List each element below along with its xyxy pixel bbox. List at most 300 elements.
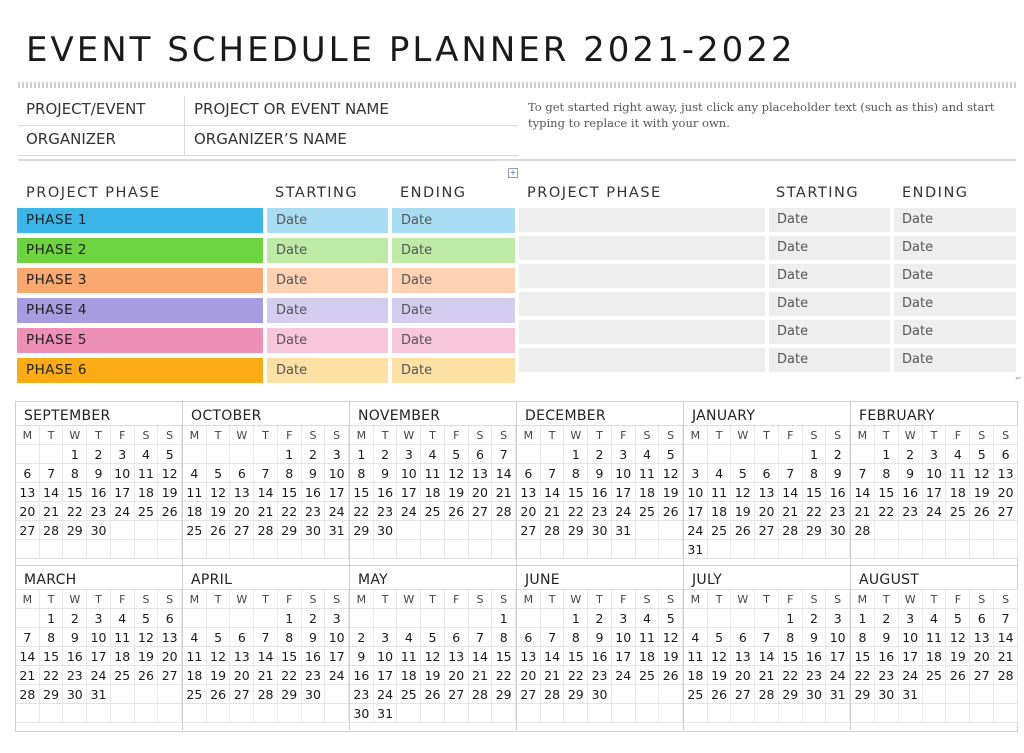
day-cell[interactable]: 3	[325, 609, 349, 627]
day-cell[interactable]	[445, 521, 469, 539]
day-cell[interactable]	[135, 540, 159, 558]
day-cell[interactable]: 21	[469, 666, 493, 684]
day-cell[interactable]: 28	[755, 685, 779, 703]
day-cell[interactable]: 20	[517, 666, 541, 684]
day-cell[interactable]: 23	[87, 502, 111, 520]
phase-end-date-cell[interactable]: Date	[894, 320, 1016, 344]
day-cell[interactable]	[636, 540, 660, 558]
day-cell[interactable]: 2	[350, 628, 374, 646]
day-cell[interactable]: 4	[135, 445, 159, 463]
day-cell[interactable]: 9	[350, 647, 374, 665]
day-cell[interactable]: 4	[111, 609, 135, 627]
day-cell[interactable]: 13	[755, 483, 779, 501]
day-cell[interactable]: 17	[923, 483, 947, 501]
day-cell[interactable]: 30	[826, 521, 850, 539]
day-cell[interactable]: 24	[111, 502, 135, 520]
day-cell[interactable]: 31	[899, 685, 923, 703]
phase-start-date-cell[interactable]: Date	[267, 268, 388, 293]
day-cell[interactable]	[158, 704, 182, 722]
day-cell[interactable]: 28	[851, 521, 875, 539]
day-cell[interactable]: 12	[708, 647, 732, 665]
phase-name-cell[interactable]	[519, 264, 765, 288]
day-cell[interactable]	[826, 704, 850, 722]
day-cell[interactable]: 26	[970, 502, 994, 520]
day-cell[interactable]: 16	[350, 666, 374, 684]
phase-end-date-cell[interactable]: Date	[894, 348, 1016, 372]
day-cell[interactable]: 9	[87, 464, 111, 482]
day-cell[interactable]: 10	[826, 628, 850, 646]
day-cell[interactable]: 16	[803, 647, 827, 665]
day-cell[interactable]: 25	[684, 685, 708, 703]
day-cell[interactable]: 26	[135, 666, 159, 684]
day-cell[interactable]: 28	[994, 666, 1018, 684]
day-cell[interactable]	[755, 609, 779, 627]
day-cell[interactable]: 1	[40, 609, 64, 627]
day-cell[interactable]: 20	[230, 666, 254, 684]
day-cell[interactable]: 16	[588, 647, 612, 665]
phase-end-date-cell[interactable]: Date	[894, 264, 1016, 288]
day-cell[interactable]: 27	[970, 666, 994, 684]
phase-start-date-cell[interactable]: Date	[769, 320, 890, 344]
day-cell[interactable]: 19	[708, 666, 732, 684]
day-cell[interactable]	[826, 540, 850, 558]
day-cell[interactable]: 2	[87, 445, 111, 463]
day-cell[interactable]	[350, 609, 374, 627]
day-cell[interactable]: 28	[254, 685, 278, 703]
day-cell[interactable]: 25	[421, 502, 445, 520]
day-cell[interactable]	[397, 704, 421, 722]
day-cell[interactable]	[254, 609, 278, 627]
day-cell[interactable]: 4	[946, 445, 970, 463]
day-cell[interactable]: 23	[588, 666, 612, 684]
day-cell[interactable]: 18	[421, 483, 445, 501]
day-cell[interactable]: 3	[612, 609, 636, 627]
day-cell[interactable]	[994, 540, 1018, 558]
day-cell[interactable]: 24	[325, 666, 349, 684]
day-cell[interactable]: 11	[397, 647, 421, 665]
day-cell[interactable]: 4	[708, 464, 732, 482]
day-cell[interactable]: 2	[875, 609, 899, 627]
day-cell[interactable]	[350, 540, 374, 558]
day-cell[interactable]: 28	[779, 521, 803, 539]
day-cell[interactable]	[541, 540, 565, 558]
day-cell[interactable]: 21	[779, 502, 803, 520]
day-cell[interactable]: 26	[421, 685, 445, 703]
day-cell[interactable]	[923, 540, 947, 558]
day-cell[interactable]: 3	[374, 628, 398, 646]
phase-start-date-cell[interactable]: Date	[769, 208, 890, 232]
day-cell[interactable]: 3	[87, 609, 111, 627]
day-cell[interactable]: 22	[278, 666, 302, 684]
day-cell[interactable]: 21	[492, 483, 516, 501]
day-cell[interactable]: 29	[564, 521, 588, 539]
day-cell[interactable]: 28	[541, 521, 565, 539]
day-cell[interactable]	[731, 445, 755, 463]
day-cell[interactable]: 14	[541, 647, 565, 665]
day-cell[interactable]: 24	[612, 666, 636, 684]
day-cell[interactable]: 15	[492, 647, 516, 665]
day-cell[interactable]	[684, 445, 708, 463]
day-cell[interactable]: 25	[183, 685, 207, 703]
day-cell[interactable]	[659, 521, 683, 539]
table-resize-handle[interactable]: ⌐	[1015, 374, 1022, 383]
day-cell[interactable]: 12	[659, 464, 683, 482]
day-cell[interactable]: 19	[158, 483, 182, 501]
day-cell[interactable]: 27	[517, 521, 541, 539]
day-cell[interactable]	[111, 685, 135, 703]
day-cell[interactable]: 7	[755, 628, 779, 646]
day-cell[interactable]: 22	[278, 502, 302, 520]
day-cell[interactable]: 2	[302, 609, 326, 627]
day-cell[interactable]: 26	[659, 666, 683, 684]
day-cell[interactable]	[708, 445, 732, 463]
day-cell[interactable]: 22	[350, 502, 374, 520]
day-cell[interactable]: 22	[40, 666, 64, 684]
day-cell[interactable]: 12	[731, 483, 755, 501]
day-cell[interactable]: 23	[63, 666, 87, 684]
day-cell[interactable]: 22	[492, 666, 516, 684]
day-cell[interactable]: 16	[875, 647, 899, 665]
day-cell[interactable]: 18	[397, 666, 421, 684]
day-cell[interactable]	[970, 685, 994, 703]
day-cell[interactable]: 2	[803, 609, 827, 627]
phase-start-date-cell[interactable]: Date	[769, 348, 890, 372]
day-cell[interactable]: 20	[445, 666, 469, 684]
day-cell[interactable]: 22	[851, 666, 875, 684]
day-cell[interactable]: 28	[254, 521, 278, 539]
day-cell[interactable]: 29	[803, 521, 827, 539]
day-cell[interactable]: 7	[492, 445, 516, 463]
day-cell[interactable]	[946, 685, 970, 703]
day-cell[interactable]: 27	[16, 521, 40, 539]
day-cell[interactable]: 14	[254, 647, 278, 665]
day-cell[interactable]	[16, 704, 40, 722]
day-cell[interactable]: 1	[803, 445, 827, 463]
day-cell[interactable]: 9	[826, 464, 850, 482]
day-cell[interactable]: 17	[612, 483, 636, 501]
day-cell[interactable]: 1	[350, 445, 374, 463]
day-cell[interactable]: 27	[230, 521, 254, 539]
day-cell[interactable]	[636, 704, 660, 722]
day-cell[interactable]: 18	[183, 666, 207, 684]
day-cell[interactable]: 8	[564, 628, 588, 646]
day-cell[interactable]: 16	[588, 483, 612, 501]
day-cell[interactable]: 25	[923, 666, 947, 684]
day-cell[interactable]	[254, 540, 278, 558]
day-cell[interactable]: 24	[923, 502, 947, 520]
day-cell[interactable]	[207, 540, 231, 558]
phase-start-date-cell[interactable]: Date	[267, 328, 388, 353]
day-cell[interactable]	[183, 540, 207, 558]
day-cell[interactable]: 17	[826, 647, 850, 665]
day-cell[interactable]	[851, 540, 875, 558]
day-cell[interactable]: 17	[325, 647, 349, 665]
day-cell[interactable]	[158, 521, 182, 539]
day-cell[interactable]: 9	[374, 464, 398, 482]
day-cell[interactable]: 21	[254, 502, 278, 520]
day-cell[interactable]	[517, 540, 541, 558]
day-cell[interactable]: 3	[397, 445, 421, 463]
day-cell[interactable]: 30	[302, 685, 326, 703]
day-cell[interactable]	[16, 445, 40, 463]
day-cell[interactable]: 29	[40, 685, 64, 703]
day-cell[interactable]: 6	[731, 628, 755, 646]
day-cell[interactable]: 5	[708, 628, 732, 646]
day-cell[interactable]: 13	[994, 464, 1018, 482]
phase-start-date-cell[interactable]: Date	[769, 264, 890, 288]
day-cell[interactable]	[541, 609, 565, 627]
day-cell[interactable]	[755, 540, 779, 558]
day-cell[interactable]: 24	[87, 666, 111, 684]
day-cell[interactable]	[492, 704, 516, 722]
day-cell[interactable]: 6	[445, 628, 469, 646]
phase-end-date-cell[interactable]: Date	[392, 268, 515, 293]
day-cell[interactable]: 9	[803, 628, 827, 646]
day-cell[interactable]: 29	[278, 521, 302, 539]
day-cell[interactable]: 11	[708, 483, 732, 501]
day-cell[interactable]: 23	[803, 666, 827, 684]
day-cell[interactable]	[40, 540, 64, 558]
day-cell[interactable]: 10	[325, 464, 349, 482]
day-cell[interactable]: 27	[230, 685, 254, 703]
day-cell[interactable]: 30	[302, 521, 326, 539]
day-cell[interactable]: 6	[230, 628, 254, 646]
day-cell[interactable]	[970, 704, 994, 722]
day-cell[interactable]: 7	[541, 464, 565, 482]
day-cell[interactable]	[469, 609, 493, 627]
day-cell[interactable]: 1	[63, 445, 87, 463]
day-cell[interactable]: 15	[350, 483, 374, 501]
day-cell[interactable]: 5	[135, 609, 159, 627]
day-cell[interactable]: 15	[779, 647, 803, 665]
day-cell[interactable]: 18	[923, 647, 947, 665]
day-cell[interactable]: 6	[994, 445, 1018, 463]
day-cell[interactable]: 1	[278, 445, 302, 463]
day-cell[interactable]: 12	[207, 647, 231, 665]
day-cell[interactable]	[659, 540, 683, 558]
day-cell[interactable]	[325, 540, 349, 558]
day-cell[interactable]: 12	[946, 628, 970, 646]
day-cell[interactable]: 19	[421, 666, 445, 684]
phase-start-date-cell[interactable]: Date	[267, 208, 388, 233]
day-cell[interactable]: 19	[445, 483, 469, 501]
day-cell[interactable]: 5	[421, 628, 445, 646]
day-cell[interactable]	[325, 685, 349, 703]
day-cell[interactable]: 15	[278, 647, 302, 665]
phase-end-date-cell[interactable]: Date	[894, 208, 1016, 232]
day-cell[interactable]	[469, 521, 493, 539]
day-cell[interactable]: 30	[588, 685, 612, 703]
day-cell[interactable]: 31	[612, 521, 636, 539]
day-cell[interactable]: 29	[851, 685, 875, 703]
day-cell[interactable]	[779, 704, 803, 722]
day-cell[interactable]: 18	[708, 502, 732, 520]
phase-name-cell[interactable]	[519, 208, 765, 232]
day-cell[interactable]: 2	[899, 445, 923, 463]
day-cell[interactable]: 14	[16, 647, 40, 665]
phase-name-cell[interactable]: PHASE 1	[17, 208, 263, 233]
day-cell[interactable]: 12	[158, 464, 182, 482]
day-cell[interactable]	[851, 445, 875, 463]
day-cell[interactable]: 4	[923, 609, 947, 627]
day-cell[interactable]: 20	[994, 483, 1018, 501]
day-cell[interactable]: 6	[970, 609, 994, 627]
day-cell[interactable]: 14	[541, 483, 565, 501]
instruction-text[interactable]: To get started right away, just click any placeholder text (such as this) and start typing to replace it with your own.	[528, 100, 995, 130]
day-cell[interactable]: 7	[994, 609, 1018, 627]
day-cell[interactable]	[87, 540, 111, 558]
day-cell[interactable]	[421, 540, 445, 558]
day-cell[interactable]	[803, 540, 827, 558]
day-cell[interactable]: 4	[421, 445, 445, 463]
day-cell[interactable]: 19	[970, 483, 994, 501]
day-cell[interactable]: 6	[230, 464, 254, 482]
phase-start-date-cell[interactable]: Date	[769, 292, 890, 316]
day-cell[interactable]	[970, 521, 994, 539]
day-cell[interactable]: 14	[994, 628, 1018, 646]
day-cell[interactable]: 9	[302, 464, 326, 482]
day-cell[interactable]: 17	[899, 647, 923, 665]
day-cell[interactable]	[421, 521, 445, 539]
day-cell[interactable]: 17	[325, 483, 349, 501]
day-cell[interactable]: 6	[755, 464, 779, 482]
phase-end-date-cell[interactable]: Date	[392, 298, 515, 323]
day-cell[interactable]: 7	[541, 628, 565, 646]
day-cell[interactable]: 3	[923, 445, 947, 463]
day-cell[interactable]: 2	[63, 609, 87, 627]
phase-end-date-cell[interactable]: Date	[894, 236, 1016, 260]
day-cell[interactable]	[207, 704, 231, 722]
project-event-name-field[interactable]: PROJECT OR EVENT NAME	[184, 96, 389, 125]
day-cell[interactable]: 10	[612, 464, 636, 482]
day-cell[interactable]	[254, 704, 278, 722]
day-cell[interactable]: 5	[445, 445, 469, 463]
day-cell[interactable]	[731, 540, 755, 558]
day-cell[interactable]: 22	[803, 502, 827, 520]
day-cell[interactable]	[755, 704, 779, 722]
day-cell[interactable]	[207, 445, 231, 463]
day-cell[interactable]: 24	[684, 521, 708, 539]
day-cell[interactable]: 19	[731, 502, 755, 520]
day-cell[interactable]: 28	[40, 521, 64, 539]
day-cell[interactable]	[40, 445, 64, 463]
day-cell[interactable]: 26	[946, 666, 970, 684]
day-cell[interactable]: 6	[16, 464, 40, 482]
day-cell[interactable]: 11	[684, 647, 708, 665]
day-cell[interactable]	[40, 704, 64, 722]
day-cell[interactable]: 10	[923, 464, 947, 482]
day-cell[interactable]: 20	[230, 502, 254, 520]
day-cell[interactable]	[803, 704, 827, 722]
day-cell[interactable]	[278, 704, 302, 722]
day-cell[interactable]	[994, 521, 1018, 539]
day-cell[interactable]: 20	[517, 502, 541, 520]
day-cell[interactable]	[87, 704, 111, 722]
day-cell[interactable]: 21	[755, 666, 779, 684]
day-cell[interactable]: 23	[899, 502, 923, 520]
day-cell[interactable]: 18	[183, 502, 207, 520]
day-cell[interactable]: 3	[325, 445, 349, 463]
day-cell[interactable]: 19	[207, 666, 231, 684]
day-cell[interactable]: 25	[708, 521, 732, 539]
day-cell[interactable]: 19	[207, 502, 231, 520]
day-cell[interactable]: 30	[875, 685, 899, 703]
day-cell[interactable]: 3	[899, 609, 923, 627]
phase-name-cell[interactable]	[519, 320, 765, 344]
day-cell[interactable]: 17	[684, 502, 708, 520]
day-cell[interactable]	[899, 704, 923, 722]
day-cell[interactable]: 25	[183, 521, 207, 539]
day-cell[interactable]: 12	[135, 628, 159, 646]
table-move-handle-icon[interactable]: +	[509, 168, 517, 177]
day-cell[interactable]	[397, 540, 421, 558]
day-cell[interactable]: 14	[851, 483, 875, 501]
day-cell[interactable]	[421, 609, 445, 627]
day-cell[interactable]: 22	[779, 666, 803, 684]
day-cell[interactable]: 27	[731, 685, 755, 703]
day-cell[interactable]: 15	[875, 483, 899, 501]
day-cell[interactable]	[708, 540, 732, 558]
day-cell[interactable]	[158, 685, 182, 703]
day-cell[interactable]: 13	[158, 628, 182, 646]
day-cell[interactable]: 10	[374, 647, 398, 665]
day-cell[interactable]: 21	[254, 666, 278, 684]
day-cell[interactable]: 11	[183, 483, 207, 501]
day-cell[interactable]: 22	[63, 502, 87, 520]
day-cell[interactable]	[111, 704, 135, 722]
day-cell[interactable]: 16	[302, 647, 326, 665]
day-cell[interactable]: 5	[158, 445, 182, 463]
day-cell[interactable]	[374, 540, 398, 558]
day-cell[interactable]	[421, 704, 445, 722]
day-cell[interactable]: 14	[40, 483, 64, 501]
day-cell[interactable]: 25	[636, 502, 660, 520]
day-cell[interactable]: 25	[946, 502, 970, 520]
day-cell[interactable]: 21	[541, 666, 565, 684]
day-cell[interactable]	[779, 445, 803, 463]
day-cell[interactable]: 20	[755, 502, 779, 520]
day-cell[interactable]: 23	[302, 666, 326, 684]
day-cell[interactable]: 30	[350, 704, 374, 722]
phase-end-date-cell[interactable]: Date	[392, 358, 515, 383]
day-cell[interactable]: 7	[254, 464, 278, 482]
day-cell[interactable]: 9	[302, 628, 326, 646]
day-cell[interactable]	[755, 445, 779, 463]
day-cell[interactable]: 18	[636, 483, 660, 501]
day-cell[interactable]	[63, 704, 87, 722]
day-cell[interactable]	[779, 540, 803, 558]
day-cell[interactable]: 5	[207, 464, 231, 482]
day-cell[interactable]: 21	[541, 502, 565, 520]
day-cell[interactable]: 31	[826, 685, 850, 703]
day-cell[interactable]: 9	[588, 628, 612, 646]
phase-name-cell[interactable]: PHASE 3	[17, 268, 263, 293]
day-cell[interactable]: 11	[421, 464, 445, 482]
phase-name-cell[interactable]	[519, 292, 765, 316]
day-cell[interactable]: 24	[397, 502, 421, 520]
day-cell[interactable]: 13	[970, 628, 994, 646]
day-cell[interactable]: 27	[445, 685, 469, 703]
organizer-name-field[interactable]: ORGANIZER’S NAME	[184, 126, 347, 155]
day-cell[interactable]	[302, 704, 326, 722]
day-cell[interactable]	[517, 609, 541, 627]
day-cell[interactable]: 11	[636, 464, 660, 482]
day-cell[interactable]	[183, 445, 207, 463]
day-cell[interactable]: 26	[445, 502, 469, 520]
day-cell[interactable]	[16, 540, 40, 558]
day-cell[interactable]: 29	[350, 521, 374, 539]
day-cell[interactable]	[469, 540, 493, 558]
